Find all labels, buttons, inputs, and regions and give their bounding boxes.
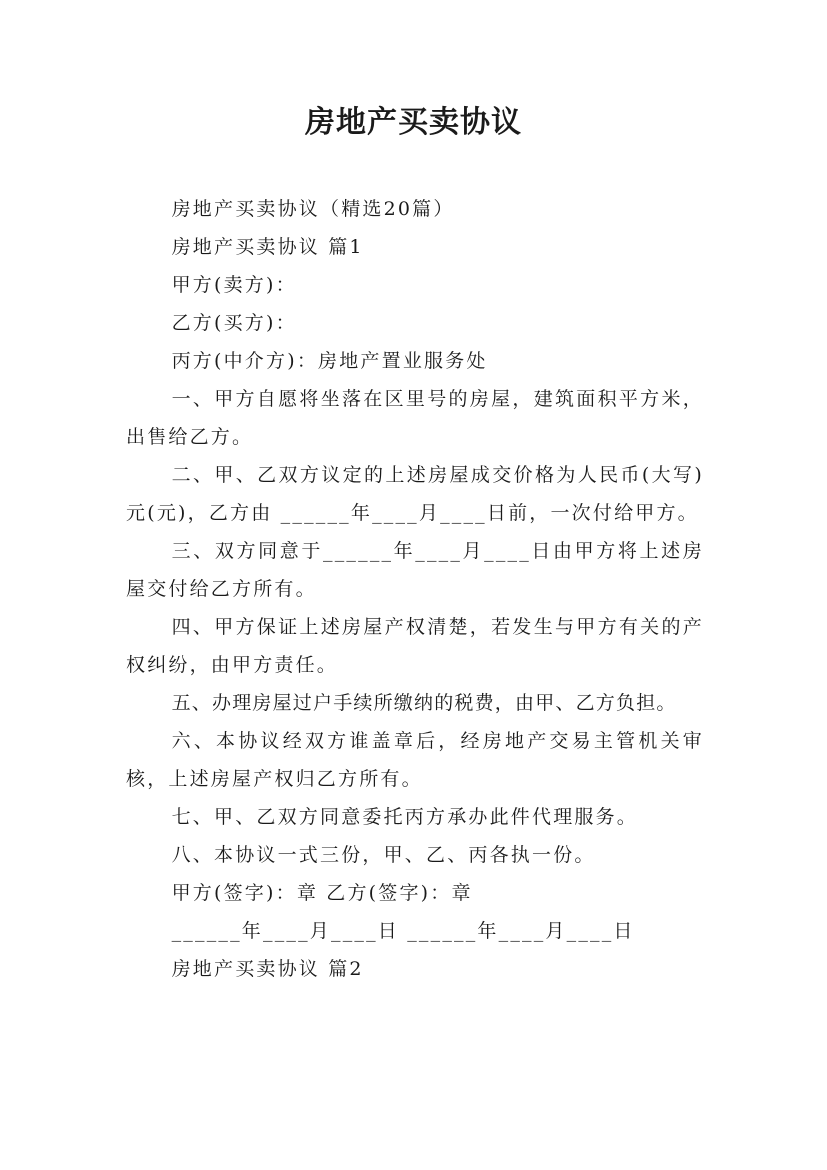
paragraph-signatures: 甲方(签字)：章 乙方(签字)：章 [171, 882, 473, 904]
paragraph-clause-6: 六、本协议经双方谁盖章后，经房地产交易主管机关审核，上述房屋产权归乙方所有。 [126, 730, 704, 790]
paragraph-clause-7: 七、甲、乙双方同意委托丙方承办此件代理服务。 [171, 806, 638, 828]
paragraph-clause-2: 二、甲、乙双方议定的上述房屋成交价格为人民币(大写) 元(元)，乙方由 ______年____月____日前，一次付给甲方。 [126, 464, 704, 524]
paragraph-clause-4: 四、甲方保证上述房屋产权清楚，若发生与甲方有关的产权纠纷，由甲方责任。 [126, 616, 704, 676]
paragraph-clause-3: 三、双方同意于______年____月____日由甲方将上述房屋交付给乙方所有。 [126, 540, 704, 600]
paragraph-clause-1: 一、甲方自愿将坐落在区里号的房屋，建筑面积平方米，出售给乙方。 [126, 388, 704, 448]
document-title: 房地产买卖协议 [305, 105, 522, 140]
paragraph-party-c: 丙方(中介方)：房地产置业服务处 [171, 350, 488, 372]
paragraph-clause-5: 五、办理房屋过户手续所缴纳的税费，由甲、乙方负担。 [171, 692, 677, 714]
paragraph-party-a: 甲方(卖方)： [171, 274, 297, 296]
paragraph-subtitle: 房地产买卖协议（精选20篇） [171, 198, 455, 220]
paragraph-section-heading-2: 房地产买卖协议 篇2 [171, 958, 364, 980]
paragraph-signature-dates: ______年____月____日 ______年____月____日 [171, 920, 635, 942]
document-body [126, 190, 704, 988]
paragraph-section-heading-1: 房地产买卖协议 篇1 [171, 236, 364, 258]
paragraph-clause-8: 八、本协议一式三份，甲、乙、丙各执一份。 [171, 844, 596, 866]
paragraph-party-b: 乙方(买方)： [171, 312, 297, 334]
